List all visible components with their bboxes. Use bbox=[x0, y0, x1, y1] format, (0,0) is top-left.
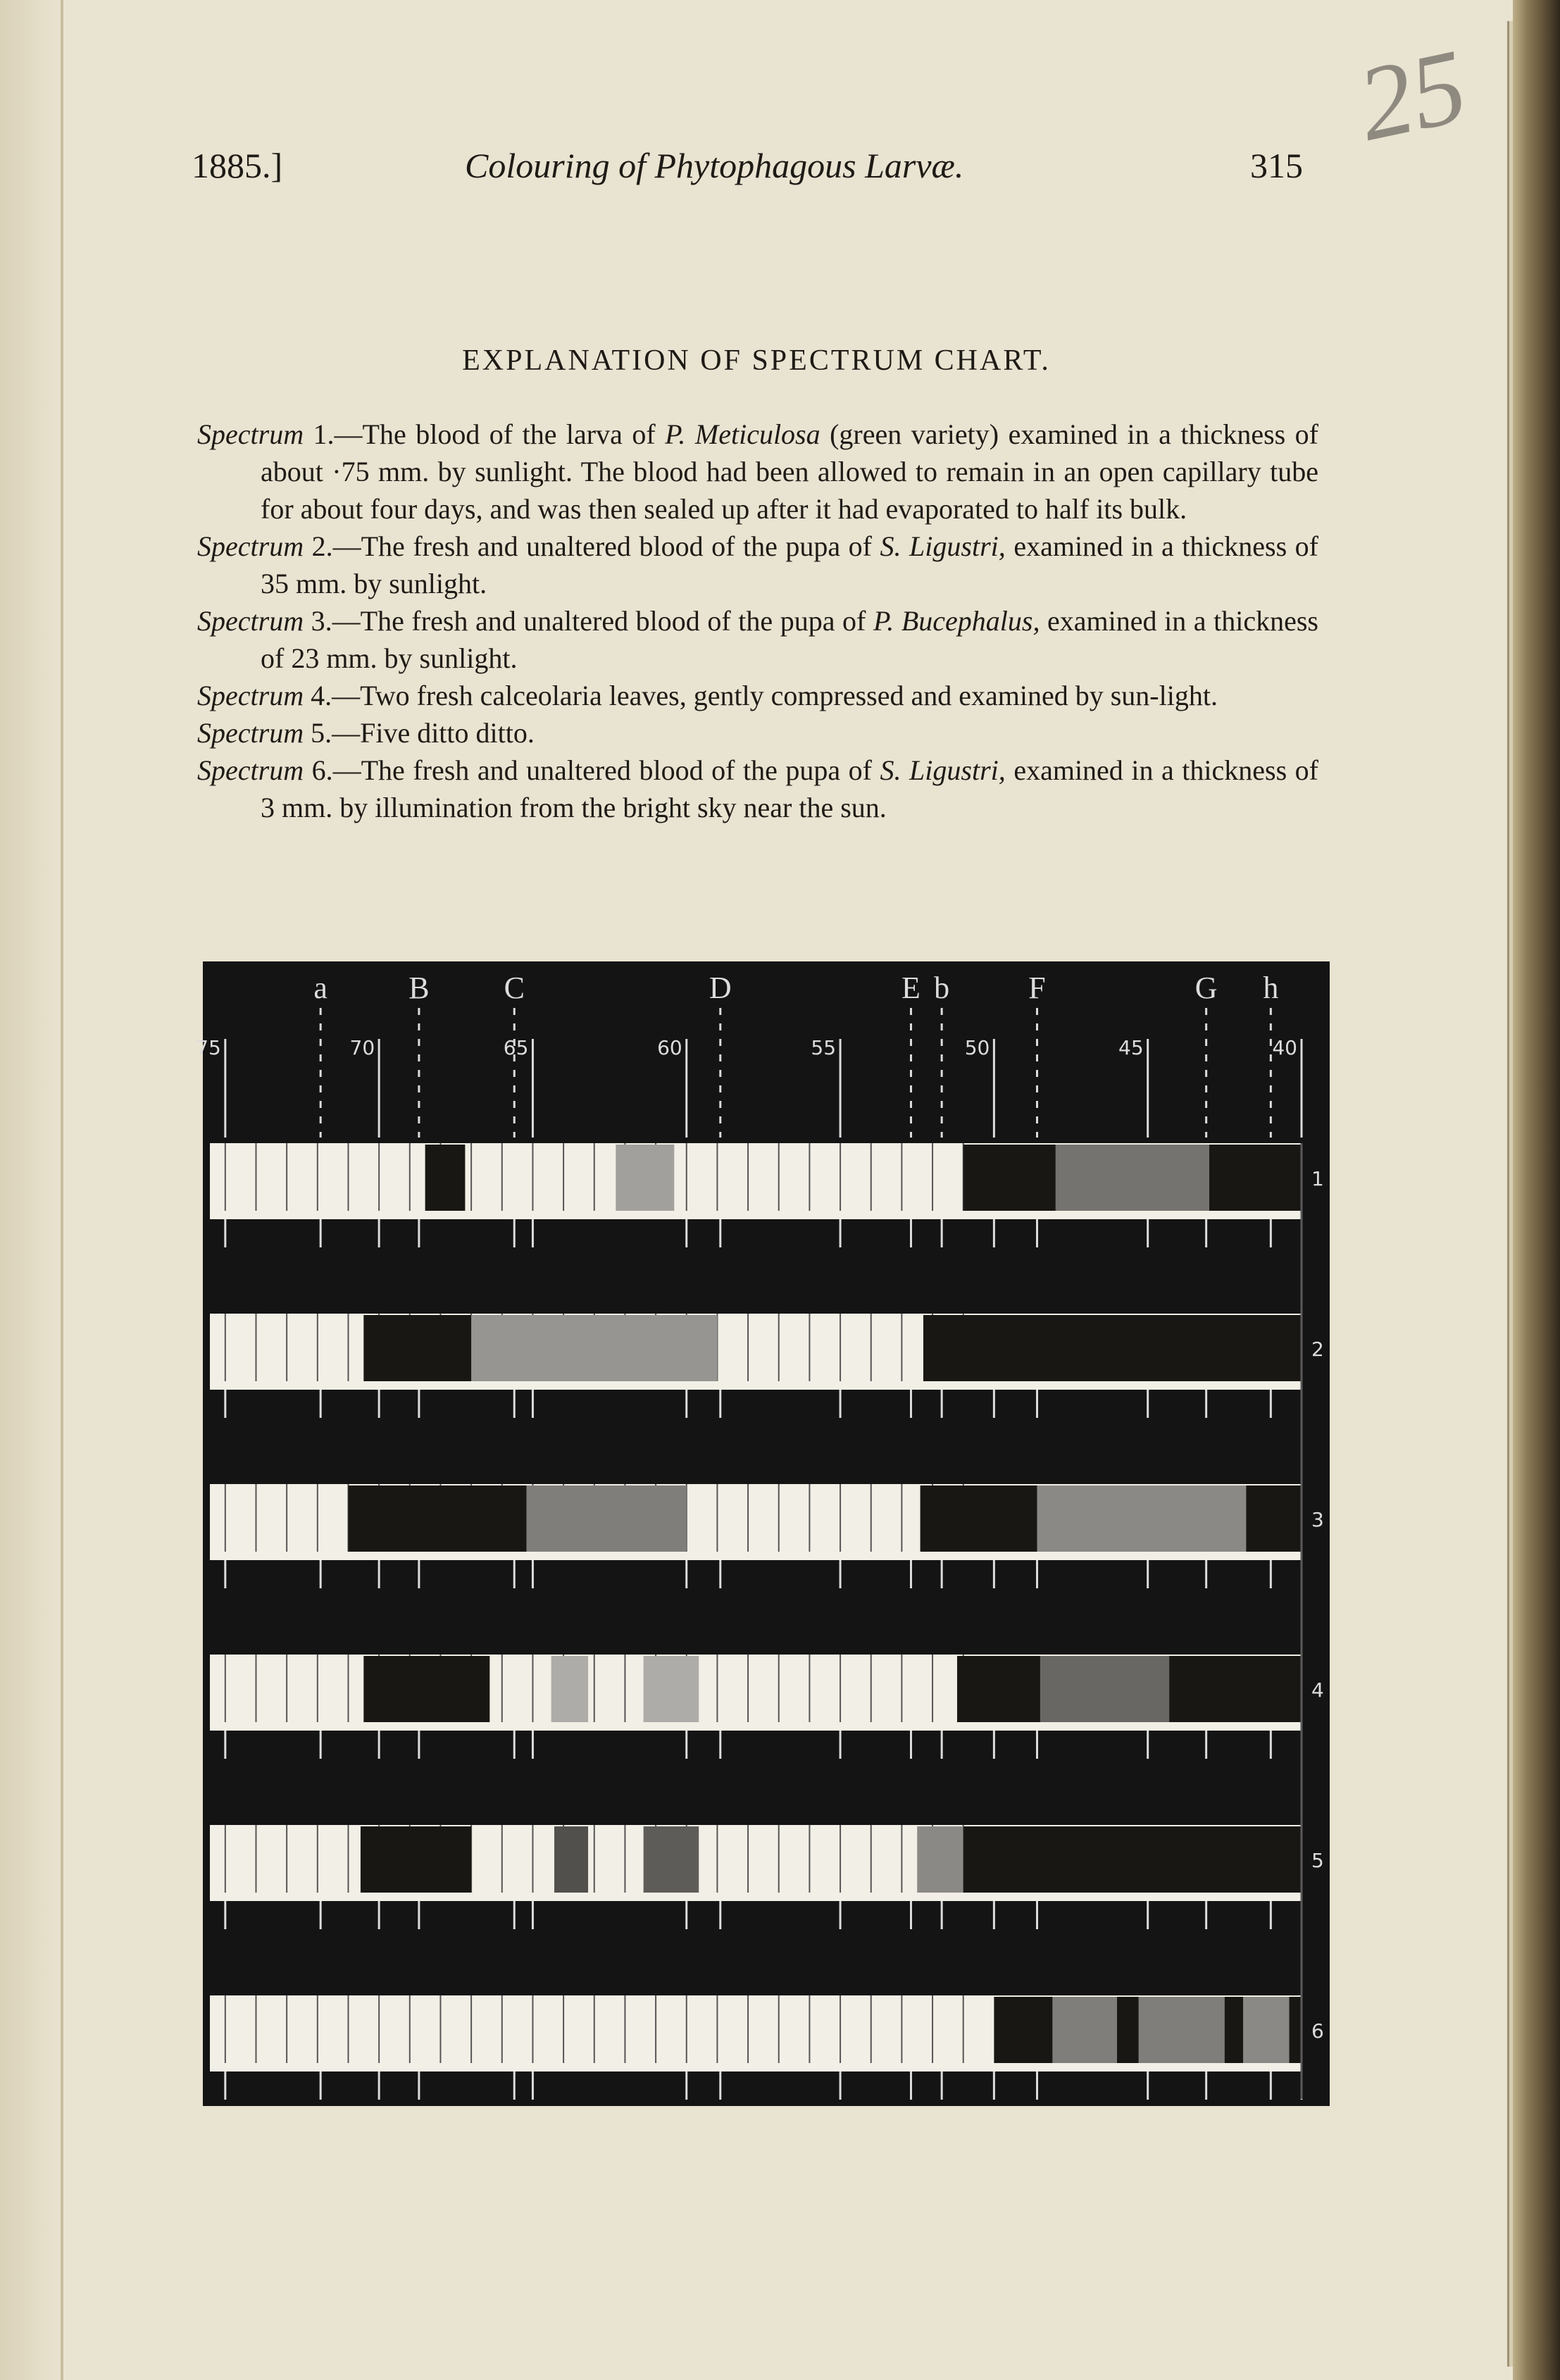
spectrum-5-band-3 bbox=[644, 1826, 699, 1893]
fraunhofer-label-b: b bbox=[934, 971, 950, 1005]
tick-label-60: 60 bbox=[657, 1036, 682, 1059]
spectrum-2-band-2 bbox=[471, 1315, 717, 1381]
spectrum-entry-1 bbox=[197, 416, 1318, 528]
fraunhofer-label-B: B bbox=[408, 971, 430, 1005]
fraunhofer-label-E: E bbox=[901, 971, 921, 1005]
fraunhofer-label-C: C bbox=[504, 971, 525, 1005]
spectrum-label-5: 5 bbox=[1311, 1849, 1324, 1872]
spectrum-5-band-5 bbox=[963, 1826, 1302, 1893]
spectrum-3-band-4 bbox=[1037, 1485, 1247, 1552]
entry-species: P. Bucephalus, bbox=[873, 605, 1040, 637]
entry-label: Spectrum bbox=[197, 717, 304, 749]
spectrum-3-band-2 bbox=[527, 1485, 687, 1552]
spectrum-4-band-5 bbox=[1040, 1656, 1169, 1722]
spectrum-entry-3 bbox=[197, 602, 1318, 677]
entry-rest: examined in a thickness of 3 mm. by illumination from the bright sky near the sun. bbox=[261, 754, 1318, 823]
entry-label: Spectrum bbox=[197, 680, 304, 711]
spectrum-4-baseline bbox=[210, 1722, 1302, 1731]
spectrum-5-band-4 bbox=[917, 1826, 963, 1893]
page-number: 315 bbox=[1250, 146, 1303, 185]
entry-lead: 3.—The fresh and unaltered blood of the pupa of bbox=[304, 605, 873, 637]
section-heading: EXPLANATION OF SPECTRUM CHART. bbox=[462, 344, 1051, 377]
page-edge-shadow bbox=[1513, 0, 1560, 2380]
spectrum-2-baseline bbox=[210, 1381, 1302, 1390]
fraunhofer-label-F: F bbox=[1028, 971, 1046, 1005]
spectrum-label-4: 4 bbox=[1311, 1678, 1324, 1702]
fraunhofer-label-a: a bbox=[313, 971, 327, 1005]
fraunhofer-label-D: D bbox=[709, 971, 732, 1005]
entry-label: Spectrum bbox=[197, 754, 304, 786]
spectrum-6-band-2 bbox=[1052, 1997, 1117, 2063]
spectrum-chart-svg bbox=[196, 961, 1330, 2106]
entry-label: Spectrum bbox=[197, 530, 304, 562]
spectrum-3-baseline bbox=[210, 1552, 1302, 1560]
spectrum-1-band-2 bbox=[616, 1145, 674, 1211]
spectrum-4-band-1 bbox=[363, 1656, 489, 1722]
entry-rest: (green variety) examined in a thickness of about ·75 mm. by sunlight. The blood had been allowed to remain in an open capillary tube for about four days, and was then sealed up after it had evaporated to half its bulk. bbox=[261, 418, 1318, 525]
spectrum-label-1: 1 bbox=[1311, 1167, 1324, 1190]
spectrum-label-6: 6 bbox=[1311, 2019, 1324, 2043]
entry-label: Spectrum bbox=[197, 605, 304, 637]
entry-rest: examined in a thickness of 23 mm. by sunlight. bbox=[261, 605, 1318, 674]
spectrum-label-3: 3 bbox=[1311, 1508, 1324, 1531]
spectrum-entry-5 bbox=[197, 714, 1318, 752]
entry-lead: 4.—Two fresh calceolaria leaves, gently compressed and examined by sun-light. bbox=[304, 680, 1218, 711]
entry-lead: 1.—The blood of the larva of bbox=[304, 418, 666, 450]
tick-label-55: 55 bbox=[811, 1036, 837, 1059]
entry-lead: 6.—The fresh and unaltered blood of the pupa of bbox=[304, 754, 880, 786]
tick-label-70: 70 bbox=[349, 1036, 375, 1059]
spectrum-3-band-1 bbox=[348, 1485, 526, 1552]
entry-species: P. Meticulosa bbox=[665, 418, 820, 450]
entry-label: Spectrum bbox=[197, 418, 304, 450]
spectrum-5-band-2 bbox=[554, 1826, 588, 1893]
spectrum-entry-6 bbox=[197, 752, 1318, 826]
running-head-title: Colouring of Phytophagous Larvæ. bbox=[465, 146, 964, 185]
pencil-annotation: 25 bbox=[1348, 27, 1476, 163]
spectrum-entry-2 bbox=[197, 528, 1318, 602]
tick-label-50: 50 bbox=[964, 1036, 990, 1059]
spectrum-6-band-3 bbox=[1139, 1997, 1225, 2063]
fraunhofer-label-G: G bbox=[1194, 971, 1218, 1005]
running-head-year: 1885.] bbox=[192, 146, 283, 185]
explanation-body bbox=[197, 416, 1318, 826]
entry-species: S. Ligustri, bbox=[880, 754, 1006, 786]
entry-rest: examined in a thickness of 35 mm. by sunlight. bbox=[261, 530, 1318, 599]
spectrum-6-baseline bbox=[210, 2063, 1302, 2071]
entry-lead: 2.—The fresh and unaltered blood of the pupa of bbox=[304, 530, 880, 562]
spectrum-6-band-4 bbox=[1243, 1997, 1289, 2063]
spectrum-4-band-2 bbox=[551, 1656, 588, 1722]
tick-label-45: 45 bbox=[1118, 1036, 1144, 1059]
tick-label-40: 40 bbox=[1272, 1036, 1297, 1059]
spectrum-1-band-4 bbox=[1056, 1145, 1209, 1211]
spectrum-1-band-1 bbox=[425, 1145, 466, 1211]
tick-label-75: 75 bbox=[196, 1036, 221, 1059]
spectrum-label-2: 2 bbox=[1311, 1338, 1324, 1361]
spectrum-2-band-1 bbox=[363, 1315, 471, 1381]
spectrum-1-baseline bbox=[210, 1211, 1302, 1219]
fraunhofer-label-h: h bbox=[1263, 971, 1279, 1005]
entry-species: S. Ligustri, bbox=[880, 530, 1006, 562]
spectrum-5-baseline bbox=[210, 1893, 1302, 1901]
spectrum-5-band-1 bbox=[361, 1826, 471, 1893]
spectrum-4-band-3 bbox=[644, 1656, 699, 1722]
tick-label-65: 65 bbox=[503, 1036, 529, 1059]
spectrum-entry-4 bbox=[197, 677, 1318, 714]
spectrum-2-band-3 bbox=[923, 1315, 1302, 1381]
entry-lead: 5.—Five ditto ditto. bbox=[304, 717, 535, 749]
spectrum-chart bbox=[196, 961, 1330, 2106]
